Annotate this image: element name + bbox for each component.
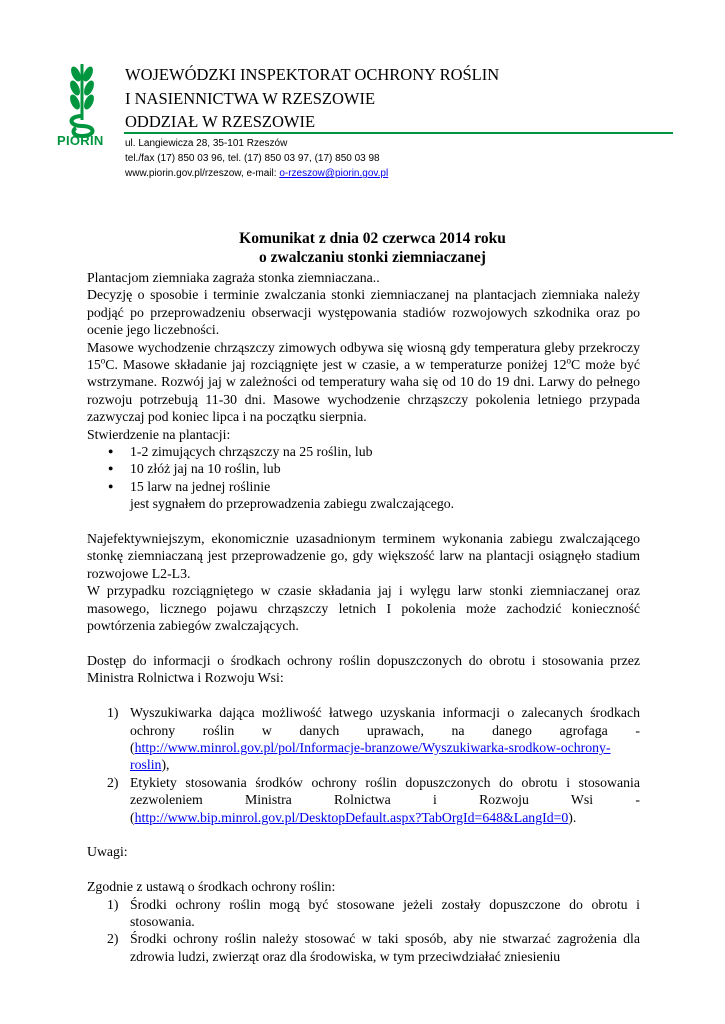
- paragraph: jest sygnałem do przeprowadzenia zabiegu zwalczającego.: [130, 496, 455, 512]
- org-name-line3: ODDZIAŁ W RZESZOWIE: [125, 112, 316, 131]
- paragraph: Decyzję o sposobie i terminie zwalczania stonki ziemniaczanej na plantacjach ziemniaka należy podjąć po przeprowadzeniu obserwacji występowania stadiów rozwojowych szkodnika oraz po ocenie jego liczebności.: [87, 287, 640, 338]
- list-item: ● 1-2 zimujących chrząszczy na 25 roślin, lub: [87, 443, 640, 460]
- paragraph: Masowe wychodzenie chrząszczy zimowych odbywa się wiosną gdy temperatura gleby przekroczy 15$^o$C. Masowe składanie jaj rozciągnięte jest w czasie, a w temperaturze poniżej 12$^o$C może być wstrzymane. Rozwój jaj w zależności od temperatury waha się od 10 do 19 dni. Larwy do pełnego rozwoju potrzebują 11-30 dni. Masowe wychodzenie chrząszczy pokolenia letniego przypada zazwyczaj pod koniec lipca i na początku sierpnia.: [87, 339, 640, 425]
- phones: tel./fax (17) 850 03 96, tel. (17) 850 03 97, (17) 850 03 98: [125, 153, 380, 164]
- address: ul. Langiewicza 28, 35-101 Rzeszów: [125, 138, 288, 149]
- paragraph: W przypadku rozciągniętego w czasie składania jaj i wylęgu larw stonki ziemniaczanej oraz masowego, licznego pojawu chrząszczy letnich I pokolenia może zachodzić konieczność powtórzenia zabiegów zwalczających.: [87, 583, 640, 634]
- degree-sign: o: [100, 355, 106, 366]
- list-item: 1) Wyszukiwarka dająca możliwość łatwego uzyskania informacji o zalecanych środkach ochrony roślin w danych uprawach, na danego agrofaga - (http://www.minrol.gov.pl/pol/Informacje-branzowe/Wyszukiwarka-srodkow-ochrony-roslin),: [107, 705, 640, 773]
- list-item: ● 15 larw na jednej roślinie: [87, 478, 640, 495]
- website: www.piorin.gov.pl/rzeszow, e-mail:: [125, 168, 280, 179]
- org-name-line1: WOJEWÓDZKI INSPEKTORAT OCHRONY ROŚLIN: [125, 65, 500, 84]
- email-link[interactable]: o-rzeszow@piorin.gov.pl: [279, 168, 389, 179]
- paragraph: Stwierdzenie na plantacji:: [87, 426, 231, 442]
- document-subtitle: o zwalczaniu stonki ziemniaczanej: [259, 249, 486, 266]
- bullet-list: [87, 443, 640, 495]
- list-item: 1) Środki ochrony roślin mogą być stosowane jeżeli zostały dopuszczone do obrotu i stosowania.: [107, 896, 640, 929]
- paragraph: Zgodnie z ustawą o środkach ochrony roślin:: [87, 879, 336, 895]
- degree-sign: o: [566, 355, 572, 366]
- numbered-list: [87, 704, 640, 826]
- list-item: 2) Środki ochrony roślin należy stosować w taki sposób, aby nie stwarzać zagrożenia dla zdrowia ludzi, zwierząt oraz dla środowiska, w tym przeciwdziałać zniesieniu: [107, 931, 640, 964]
- org-name-line2: I NASIENNICTWA W RZESZOWIE: [125, 89, 376, 108]
- document-title: Komunikat z dnia 02 czerwca 2014 roku: [239, 230, 506, 247]
- list-item: 2) Etykiety stosowania środków ochrony roślin dopuszczonych do obrotu i stosowania zezwoleniem Ministra Rolnictwa i Rozwoju Wsi - (http://www.bip.minrol.gov.pl/DesktopDefault.aspx?TabOrgId=648&LangId=0).: [107, 774, 640, 825]
- logo-text: PIORIN: [57, 133, 104, 148]
- header-divider: [124, 132, 673, 134]
- list-item: ● 10 złóż jaj na 10 roślin, lub: [87, 460, 640, 477]
- link-wyszukiwarka[interactable]: http://www.minrol.gov.pl/pol/Informacje-branzowe/Wyszukiwarka-srodkow-ochrony-roslin: [130, 739, 611, 773]
- link-etykiety[interactable]: http://www.bip.minrol.gov.pl/DesktopDefault.aspx?TabOrgId=648&LangId=0: [134, 809, 569, 825]
- paragraph: Najefektywniejszym, ekonomicznie uzasadnionym terminem wykonania zabiegu zwalczającego stonkę ziemniaczaną jest przeprowadzenie go, gdy większość larw na plantacji osiągnęło stadium rozwojowe L2-L3.: [87, 531, 640, 581]
- document-body: [87, 269, 640, 965]
- paragraph: Dostęp do informacji o środkach ochrony roślin dopuszczonych do obrotu i stosowania przez Ministra Rolnictwa i Rozwoju Wsi:: [87, 652, 640, 686]
- web-email: [125, 167, 388, 181]
- paragraph: Uwagi:: [87, 844, 128, 860]
- paragraph: Plantacjom ziemniaka zagraża stonka ziemniaczana..: [87, 270, 380, 285]
- numbered-list: [87, 896, 640, 966]
